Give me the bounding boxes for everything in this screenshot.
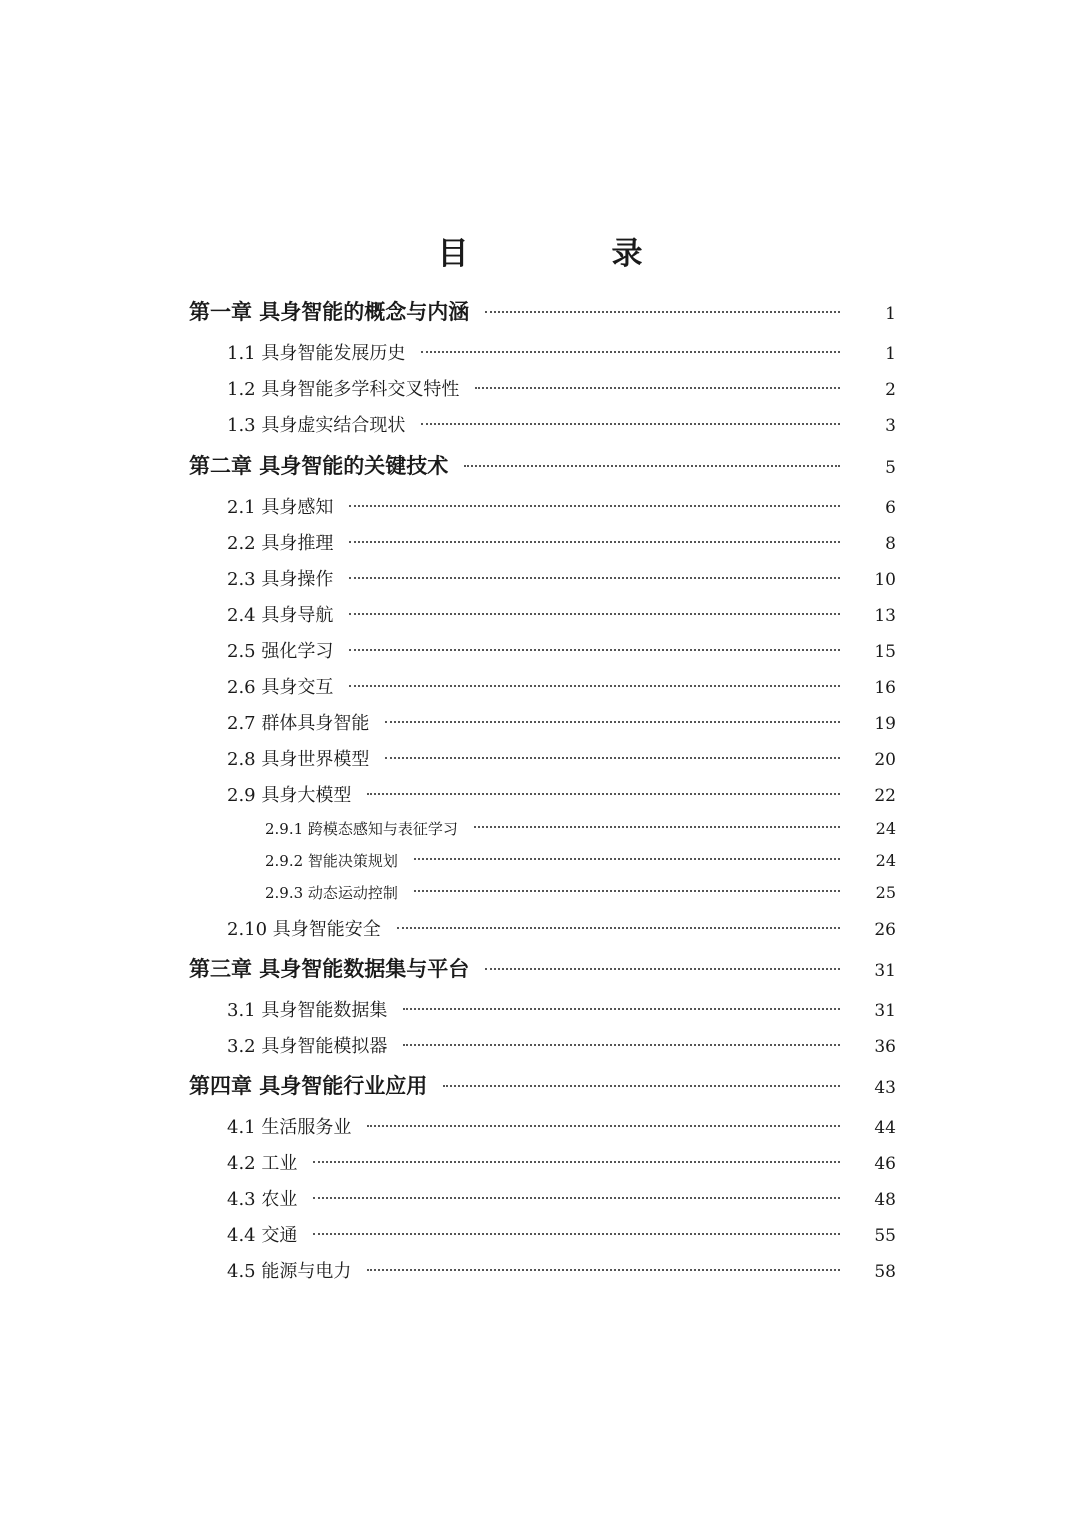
toc-section[interactable]: [227, 339, 896, 375]
toc-page-number: 6: [885, 498, 896, 518]
toc-subsection[interactable]: [265, 850, 896, 882]
toc-section[interactable]: [227, 709, 896, 745]
dot-leader: [414, 890, 840, 892]
toc-page-number: 48: [874, 1190, 896, 1210]
toc-entry-label: 4.2 工业: [227, 1153, 298, 1174]
dot-leader: [367, 1269, 840, 1271]
toc-page-number: 24: [875, 851, 896, 870]
toc-page-number: 5: [885, 458, 896, 478]
dot-leader: [485, 968, 840, 970]
toc-entry-label: 2.9 具身大模型: [227, 785, 352, 806]
toc-entry-label: 4.3 农业: [227, 1189, 298, 1210]
toc-section[interactable]: [227, 1032, 896, 1068]
dot-leader: [367, 1125, 840, 1127]
dot-leader: [385, 721, 840, 723]
toc-page-number: 36: [874, 1037, 896, 1057]
toc-entry-label: 第四章 具身智能行业应用: [189, 1074, 428, 1098]
toc-entry-label: 第一章 具身智能的概念与内涵: [189, 300, 470, 324]
dot-leader: [313, 1161, 840, 1163]
toc-page-number: 25: [875, 883, 896, 902]
toc-entry-label: 4.1 生活服务业: [227, 1117, 352, 1138]
dot-leader: [464, 465, 840, 467]
toc-page-number: 13: [874, 606, 896, 626]
toc-page-number: 55: [874, 1226, 896, 1246]
toc-entry-label: 2.4 具身导航: [227, 605, 334, 626]
toc-entry-label: 2.3 具身操作: [227, 569, 334, 590]
dot-leader: [421, 423, 840, 425]
toc-subsection[interactable]: [265, 818, 896, 850]
dot-leader: [349, 649, 840, 651]
toc-page-number: 24: [875, 819, 896, 838]
toc-page-number: 2: [885, 380, 896, 400]
toc-entry-label: 第三章 具身智能数据集与平台: [189, 957, 470, 981]
toc-section[interactable]: [227, 996, 896, 1032]
toc-entry-label: 3.1 具身智能数据集: [227, 1000, 388, 1021]
toc-section[interactable]: [227, 1257, 896, 1293]
dot-leader: [414, 858, 840, 860]
dot-leader: [474, 826, 840, 828]
toc-entry-label: 2.7 群体具身智能: [227, 713, 370, 734]
toc-chapter[interactable]: [189, 450, 896, 490]
toc-section[interactable]: [227, 375, 896, 411]
toc-chapter[interactable]: [189, 296, 896, 336]
toc-section[interactable]: [227, 493, 896, 529]
toc-section[interactable]: [227, 781, 896, 817]
toc-section[interactable]: [227, 529, 896, 565]
dot-leader: [349, 577, 840, 579]
toc-section[interactable]: [227, 1113, 896, 1149]
toc-page-number: 19: [874, 714, 896, 734]
toc-entry-label: 1.3 具身虚实结合现状: [227, 415, 406, 436]
toc-page-number: 31: [874, 961, 896, 981]
toc-page-number: 16: [874, 678, 896, 698]
toc-entry-label: 4.5 能源与电力: [227, 1261, 352, 1282]
toc-section[interactable]: [227, 1221, 896, 1257]
toc-page-number: 26: [874, 920, 896, 940]
toc-entry-label: 1.2 具身智能多学科交叉特性: [227, 379, 460, 400]
toc-entry-label: 第二章 具身智能的关键技术: [189, 454, 449, 478]
dot-leader: [397, 927, 840, 929]
toc-section[interactable]: [227, 745, 896, 781]
toc-section[interactable]: [227, 411, 896, 447]
toc-page-number: 15: [874, 642, 896, 662]
toc-page-number: 20: [874, 750, 896, 770]
toc-section[interactable]: [227, 1185, 896, 1221]
dot-leader: [367, 793, 840, 795]
dot-leader: [403, 1044, 840, 1046]
toc-page-number: 46: [874, 1154, 896, 1174]
page-title: 目 录: [437, 236, 699, 272]
toc-page-number: 1: [885, 344, 896, 364]
toc-entry-label: 1.1 具身智能发展历史: [227, 343, 406, 364]
toc-entry-label: 2.9.3 动态运动控制: [265, 884, 398, 902]
dot-leader: [385, 757, 840, 759]
toc-entry-label: 2.6 具身交互: [227, 677, 334, 698]
toc-section[interactable]: [227, 673, 896, 709]
toc-entry-label: 2.2 具身推理: [227, 533, 334, 554]
toc-entry-label: 2.8 具身世界模型: [227, 749, 370, 770]
dot-leader: [349, 613, 840, 615]
dot-leader: [349, 685, 840, 687]
dot-leader: [485, 311, 840, 313]
toc-chapter[interactable]: [189, 1070, 896, 1110]
dot-leader: [313, 1233, 840, 1235]
toc-subsection[interactable]: [265, 882, 896, 914]
toc-entry-label: 2.1 具身感知: [227, 497, 334, 518]
toc-page-number: 31: [874, 1001, 896, 1021]
toc-entry-label: 2.10 具身智能安全: [227, 919, 381, 940]
toc-page-number: 1: [885, 304, 896, 324]
toc-entry-label: 2.5 强化学习: [227, 641, 334, 662]
toc-section[interactable]: [227, 637, 896, 673]
toc-entry-label: 3.2 具身智能模拟器: [227, 1036, 388, 1057]
toc-entry-label: 4.4 交通: [227, 1225, 298, 1246]
dot-leader: [313, 1197, 840, 1199]
toc-chapter[interactable]: [189, 953, 896, 993]
toc-section[interactable]: [227, 601, 896, 637]
dot-leader: [403, 1008, 840, 1010]
toc-page-number: 44: [874, 1118, 896, 1138]
dot-leader: [443, 1085, 840, 1087]
toc-page-number: 3: [885, 416, 896, 436]
dot-leader: [349, 505, 840, 507]
dot-leader: [349, 541, 840, 543]
toc-page-number: 43: [874, 1078, 896, 1098]
dot-leader: [421, 351, 840, 353]
toc-page-number: 22: [874, 786, 896, 806]
dot-leader: [475, 387, 840, 389]
toc-page-number: 10: [874, 570, 896, 590]
toc-section[interactable]: [227, 915, 896, 951]
toc-page-number: 58: [874, 1262, 896, 1282]
toc-entry-label: 2.9.1 跨模态感知与表征学习: [265, 820, 458, 838]
toc-section[interactable]: [227, 565, 896, 601]
toc-entry-label: 2.9.2 智能决策规划: [265, 852, 398, 870]
toc-section[interactable]: [227, 1149, 896, 1185]
toc-page-number: 8: [885, 534, 896, 554]
